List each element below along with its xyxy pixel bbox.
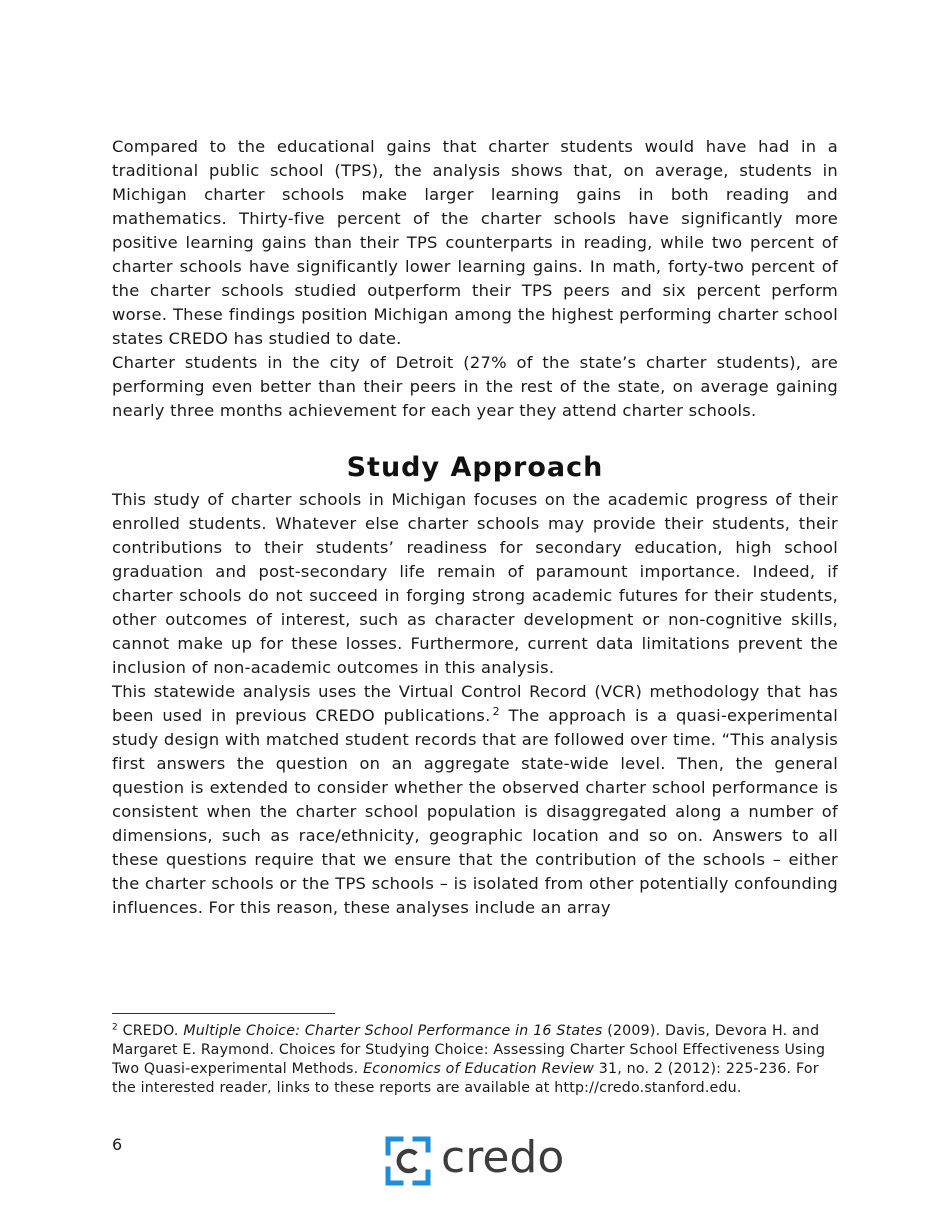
credo-wordmark: credo (441, 1132, 565, 1183)
body-paragraph-results: Compared to the educational gains that charter students would have had in a traditional public school (TPS), the analysis shows that, on average, students in Michigan charter schools make larger learning gains in both reading and mathematics. Thirty-five percent of the charter schools have significantly more positive learning gains than their TPS counterparts in reading, while two percent of charter schools have significantly lower learning gains. In math, forty-two percent of the charter schools studied outperform their TPS peers and six percent perform worse. These findings position Michigan among the highest performing charter school states CREDO has studied to date. (112, 137, 838, 348)
footnote (112, 1022, 838, 1098)
footnote-journal-title: Economics of Education Review (363, 1061, 595, 1077)
section-heading: Study Approach (346, 452, 604, 483)
page-number: 6 (112, 1135, 123, 1154)
body-paragraph-methodology (112, 680, 838, 920)
credo-bracket-c-icon (385, 1136, 431, 1186)
methodology-text-end: The approach is a quasi-experimental study design with matched student records that are followed over time. “This analysis first answers the question on an aggregate state-wide level. Then, the general question is extended to consider whether the observed charter school performance is consistent when the charter school population is disaggregated along a number of dimensions, such as race/ethnicity, geographic location and so on. Answers to all these questions require that we ensure that the contribution of the schools – either the charter schools or the TPS schools – is isolated from other potentially confounding influences. For this reason, these analyses include an array (112, 706, 838, 917)
body-paragraph-detroit: Charter students in the city of Detroit (27% of the state’s charter students), are performing even better than their peers in the rest of the state, on average gaining nearly three months achievement for each year they attend charter schools. (112, 353, 838, 420)
footnote-marker: 2 (112, 1022, 118, 1033)
footnote-text: (2009). Davis, Devora H. and Margaret E. Raymond. Choices for Studying Choice: Assessing Charter School Effectiveness Using Two Quasi-experimental Methods. (112, 1023, 826, 1077)
body-paragraph-study-focus: This study of charter schools in Michigan focuses on the academic progress of their enrolled students. Whatever else charter schools may provide their students, their contributions to their students’ readiness for secondary education, high school graduation and post-secondary life remain of paramount importance. Indeed, if charter schools do not succeed in forging strong academic futures for their students, other outcomes of interest, such as character development or non-cognitive skills, cannot make up for these losses. Furthermore, current data limitations prevent the inclusion of non-academic outcomes in this analysis. (112, 490, 838, 677)
footnote-text: 31, no. 2 (2012): 225-236. For the interested reader, links to these reports are available at http://credo.stanford.edu. (112, 1061, 819, 1096)
footnote-title: Multiple Choice: Charter School Performance in 16 States (183, 1023, 603, 1039)
footnote-divider (112, 1013, 335, 1014)
credo-logo (385, 1132, 565, 1186)
footnote-reference[interactable]: 2 (492, 704, 500, 718)
footnote-text: CREDO. (117, 1023, 184, 1039)
main-content (112, 135, 838, 920)
methodology-text-start: This statewide analysis uses the Virtual Control Record (VCR) methodology that has been used in previous CREDO publications. (112, 682, 838, 725)
